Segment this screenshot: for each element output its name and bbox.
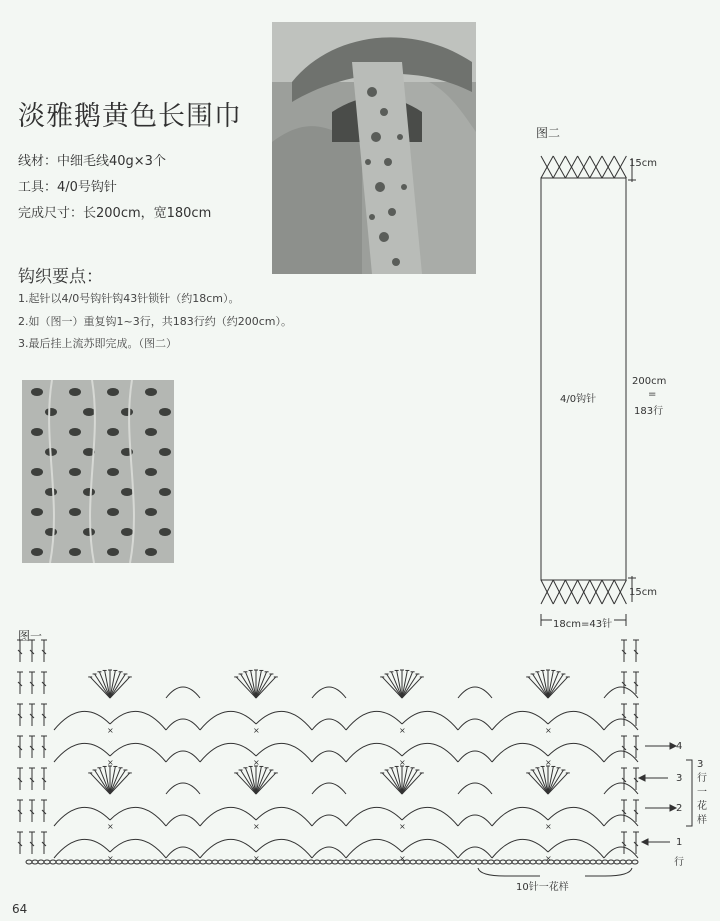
svg-text:×: × — [545, 726, 552, 735]
svg-text:×: × — [399, 822, 406, 831]
svg-text:×: × — [253, 758, 260, 767]
page-title: 淡雅鹅黄色长围巾 — [18, 101, 242, 132]
svg-text:×: × — [545, 758, 552, 767]
svg-text:×: × — [107, 822, 114, 831]
svg-text:×: × — [253, 726, 260, 735]
fringe-bottom-length: 15cm — [629, 587, 657, 598]
repeat-stitches-label: 10针一花样 — [516, 882, 569, 893]
key-points-heading: 钩织要点： — [18, 267, 103, 287]
fringe-top-length: 15cm — [629, 158, 657, 169]
repeat-rows-label: 3行一花样 — [697, 759, 707, 826]
page-number: 64 — [12, 902, 28, 916]
svg-text:×: × — [545, 822, 552, 831]
row-label-4: 4 — [676, 741, 683, 752]
svg-text:×: × — [253, 854, 260, 863]
svg-text:×: × — [399, 726, 406, 735]
spec-size: 完成尺寸：长200cm，宽180cm — [18, 206, 212, 221]
length-equals: = — [648, 389, 657, 400]
svg-text:×: × — [107, 854, 114, 863]
figure-2-label: 图二 — [536, 126, 561, 140]
length-cm: 200cm — [632, 376, 667, 387]
svg-text:×: × — [399, 854, 406, 863]
spec-yarn: 线材：中细毛线40g×3个 — [18, 154, 166, 169]
row-unit: 行 — [674, 857, 684, 868]
spec-tool: 工具：4/0号钩针 — [18, 180, 117, 195]
svg-text:×: × — [107, 726, 114, 735]
step-1: 1.起针以4/0号钩针钩43针锁针（约18cm）。 — [18, 292, 240, 305]
row-label-3: 3 — [676, 773, 683, 784]
step-3: 3.最后挂上流苏即完成。（图二） — [18, 337, 177, 350]
svg-text:×: × — [107, 758, 114, 767]
step-2: 2.如（图一）重复钩1~3行，共183行约（约200cm）。 — [18, 315, 292, 328]
row-label-1: 1 — [676, 837, 683, 848]
width-label: 18cm=43针 — [553, 619, 613, 630]
row-label-2: 2 — [676, 803, 683, 814]
svg-text:×: × — [399, 758, 406, 767]
hook-size-label: 4/0钩针 — [560, 394, 597, 405]
svg-text:×: × — [545, 854, 552, 863]
length-rows: 183行 — [634, 406, 664, 417]
svg-text:×: × — [253, 822, 260, 831]
figure-1-label: 图一 — [18, 629, 43, 643]
